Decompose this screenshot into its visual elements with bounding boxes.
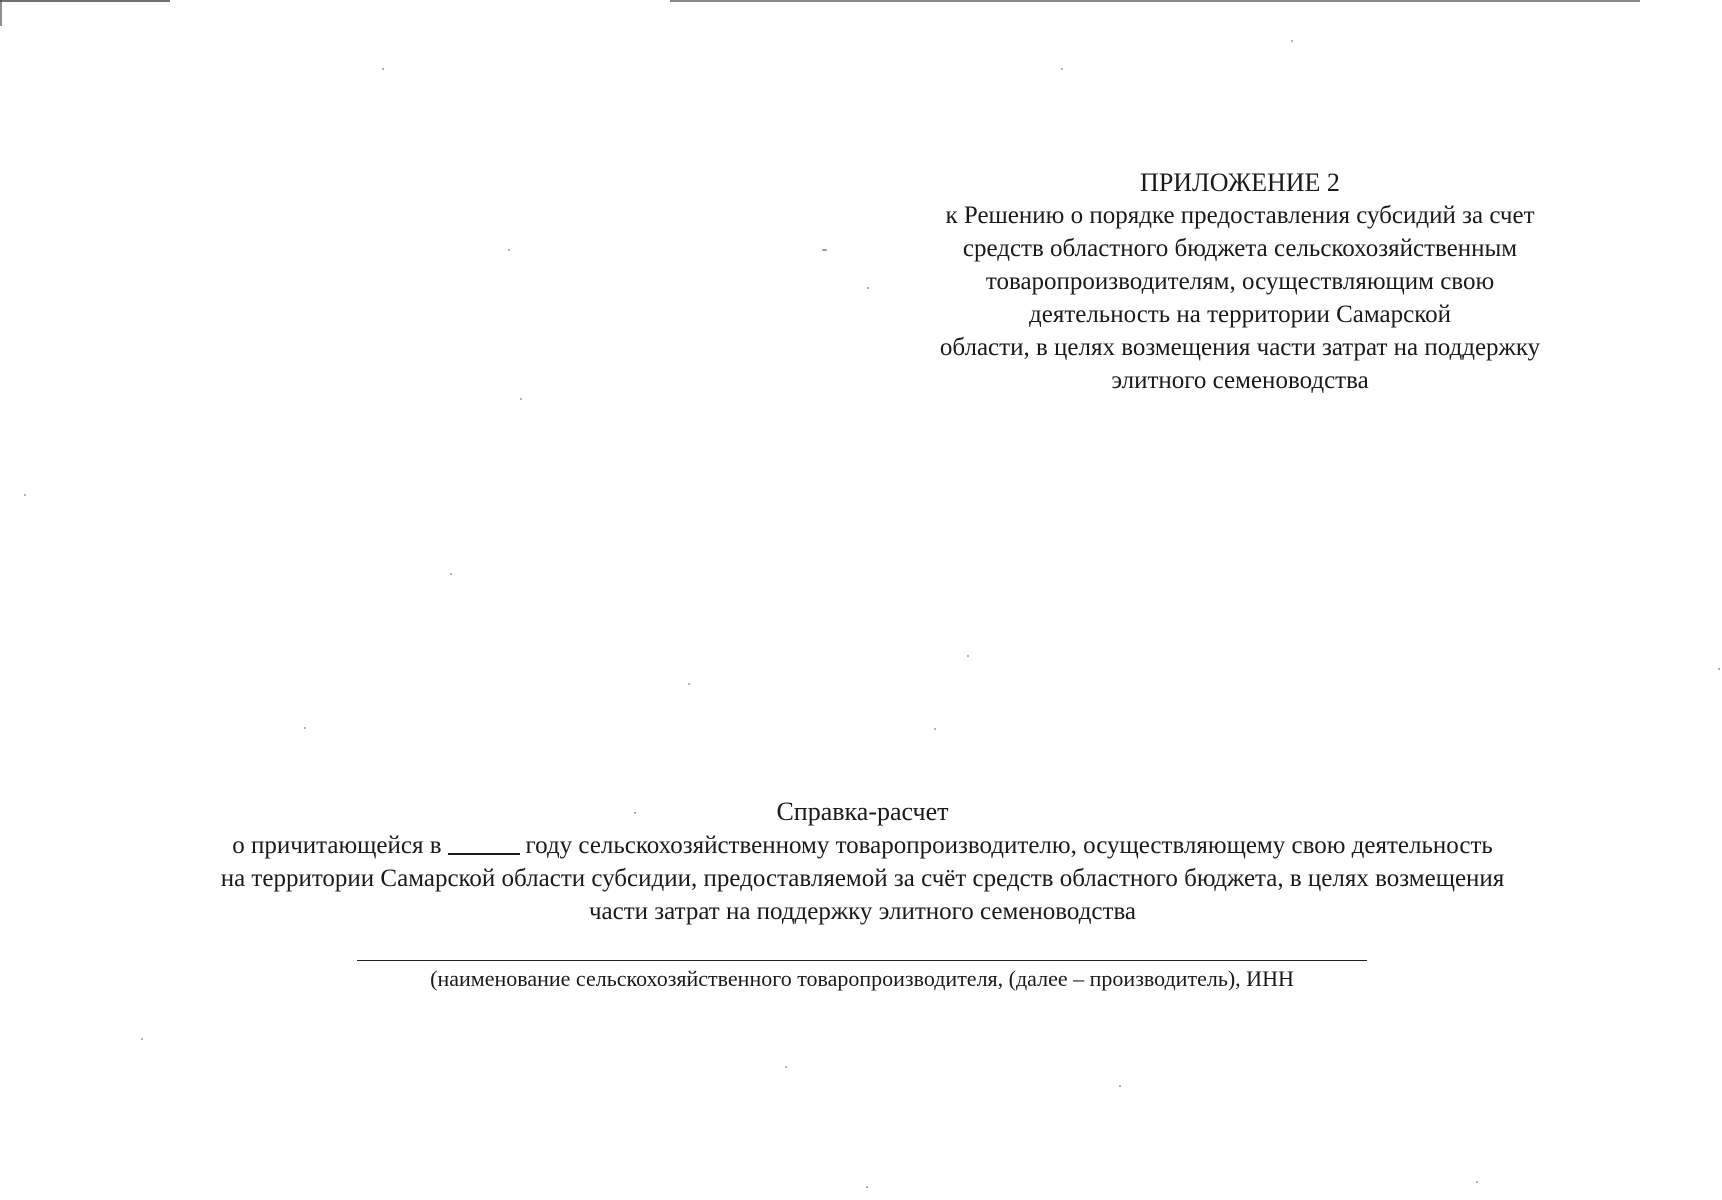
certificate-line-3: части затрат на поддержку элитного семеноводства	[588, 898, 1137, 925]
appendix-title: ПРИЛОЖЕНИЕ 2	[1140, 168, 1340, 197]
scan-left-edge	[0, 0, 2, 26]
scan-speck	[1119, 1085, 1121, 1087]
scan-speck	[520, 398, 522, 400]
scan-speck	[141, 1038, 143, 1040]
scan-speck	[382, 68, 384, 70]
producer-name-caption: (наименование сельскохозяйственного товаропроизводителя, (далее – производитель), ИНН	[430, 966, 1294, 991]
producer-name-field[interactable]	[357, 960, 1367, 961]
appendix-line: товаропроизводителям, осуществляющим свою	[985, 268, 1495, 295]
scan-speck	[1476, 1181, 1478, 1183]
scan-speck	[24, 494, 26, 496]
appendix-header	[895, 166, 1585, 397]
scan-speck	[785, 1066, 787, 1068]
appendix-line: деятельность на территории Самарской	[1029, 301, 1451, 328]
scan-top-edge	[0, 0, 1722, 2]
scan-speck	[866, 1186, 868, 1188]
certificate-line-1-end: году сельскохозяйственному товаропроизводителю, осуществляющему свою деятельность	[525, 832, 1493, 859]
certificate-title: Справка-расчет	[776, 797, 949, 826]
year-blank-field[interactable]	[448, 831, 520, 855]
scan-speck	[688, 683, 690, 685]
certificate-line-1	[100, 829, 1625, 862]
appendix-line: средств областного бюджета сельскохозяйственным	[962, 235, 1518, 262]
certificate-line-1-start: о причитающейся в	[232, 832, 442, 859]
scan-speck	[1061, 68, 1063, 70]
scan-speck	[934, 728, 936, 730]
scan-speck	[967, 655, 969, 657]
scan-speck	[867, 287, 869, 289]
appendix-line: к Решению о порядке предоставления субсидий за счет	[945, 202, 1535, 229]
certificate-line-2: на территории Самарской области субсидии, предоставляемой за счёт средств областного бюджета, в целях возмещения	[220, 865, 1505, 892]
scan-speck	[508, 249, 510, 251]
scan-speck	[304, 727, 306, 729]
certificate-heading	[100, 795, 1625, 928]
appendix-line: элитного семеноводства	[1111, 367, 1369, 394]
scan-speck	[450, 573, 452, 575]
scan-speck	[1291, 40, 1293, 42]
appendix-line: области, в целях возмещения части затрат на поддержку	[939, 334, 1541, 361]
scan-speck	[1718, 668, 1720, 670]
scan-speck	[822, 249, 827, 251]
